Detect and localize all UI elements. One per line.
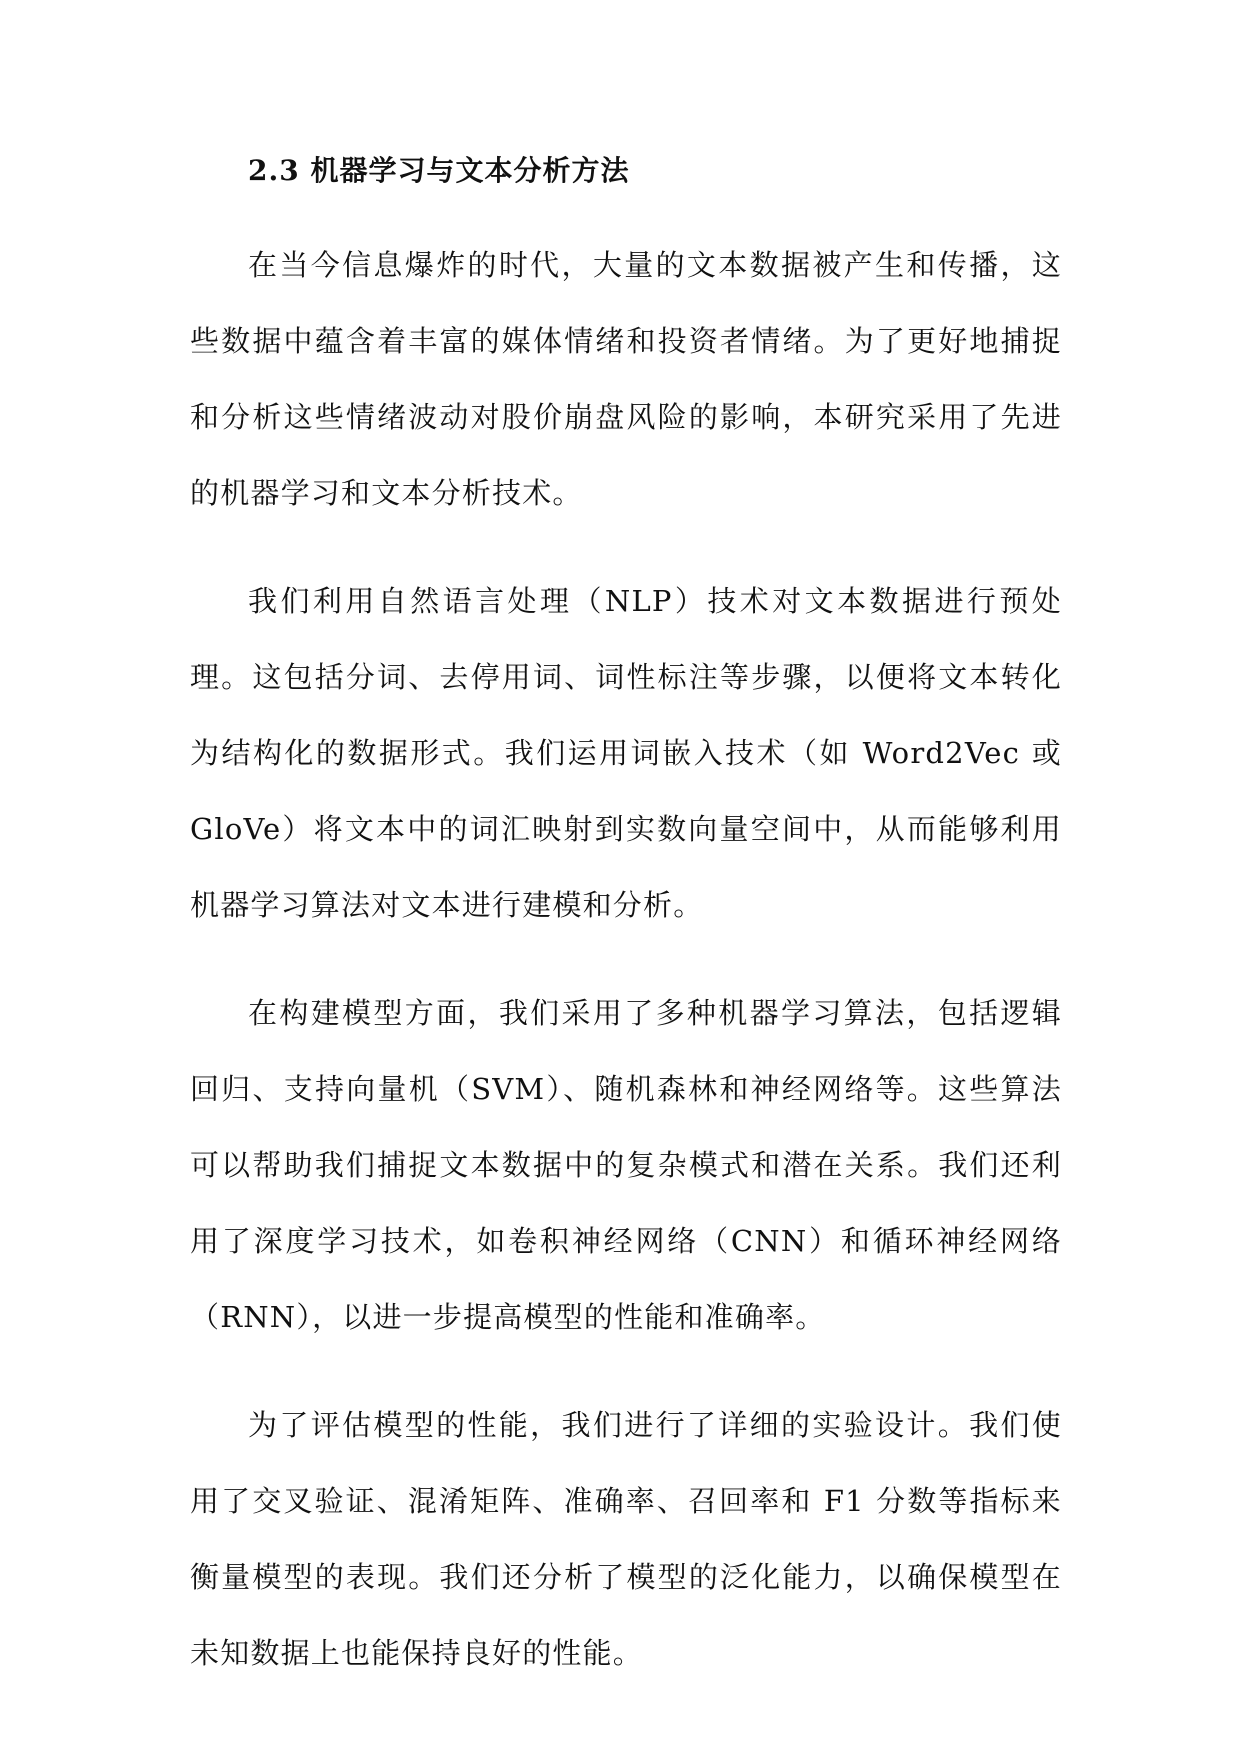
paragraph-1: 在当今信息爆炸的时代，大量的文本数据被产生和传播，这些数据中蕴含着丰富的媒体情绪和投资者情绪。为了更好地捕捉和分析这些情绪波动对股价崩盘风险的影响，本研究采用了先进的机器学习和文本分析技术。	[190, 248, 1062, 510]
document-page	[190, 150, 1062, 1723]
paragraph-4: 为了评估模型的性能，我们进行了详细的实验设计。我们使用了交叉验证、混淆矩阵、准确率、召回率和 F1 分数等指标来衡量模型的表现。我们还分析了模型的泛化能力，以确保模型在未知数据上也能保持良好的性能。	[190, 1408, 1062, 1670]
paragraph-3: 在构建模型方面，我们采用了多种机器学习算法，包括逻辑回归、支持向量机（SVM）、随机森林和神经网络等。这些算法可以帮助我们捕捉文本数据中的复杂模式和潜在关系。我们还利用了深度学习技术，如卷积神经网络（CNN）和循环神经网络（RNN），以进一步提高模型的性能和准确率。	[190, 996, 1062, 1334]
paragraph-2: 我们利用自然语言处理（NLP）技术对文本数据进行预处理。这包括分词、去停用词、词性标注等步骤，以便将文本转化为结构化的数据形式。我们运用词嵌入技术（如 Word2Vec 或 GloVe）将文本中的词汇映射到实数向量空间中，从而能够利用机器学习算法对文本进行建模和分析。	[190, 584, 1062, 922]
section-heading: 2.3 机器学习与文本分析方法	[248, 154, 630, 187]
